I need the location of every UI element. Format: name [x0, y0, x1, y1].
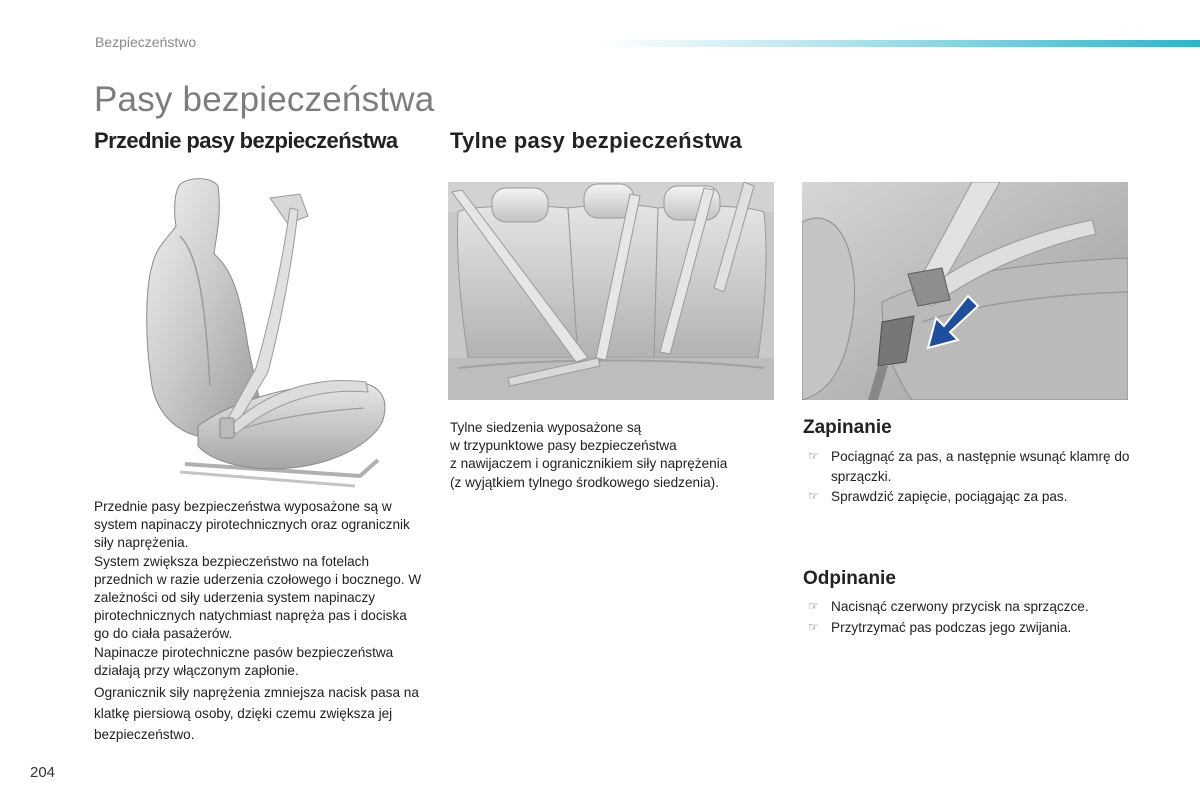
- list-item-text: Pociągnąć za pas, a następnie wsunąć klamrę do sprzączki.: [831, 449, 1130, 484]
- front-paragraph: Napinacze pirotechniczne pasów bezpieczeństwa działają przy włączonym zapłonie.: [94, 644, 394, 678]
- buckle-illustration: [802, 182, 1128, 400]
- pointing-hand-icon: ☞: [808, 619, 819, 634]
- list-item-text: Nacisnąć czerwony przycisk na sprzączce.: [831, 599, 1089, 614]
- pointing-hand-icon: ☞: [808, 599, 819, 613]
- rear-belts-description: [450, 419, 780, 492]
- rear-seat-illustration: [448, 182, 774, 400]
- list-item: [808, 487, 1148, 507]
- front-paragraph: System zwiększa bezpieczeństwo na fotelach przednich w razie uderzenia czołowego i bocznego. W zależności od siły uderzenia system napinaczy pirotechnicznych natychmiast napręża pas i dociska go do ciała pasażerów.: [94, 553, 422, 642]
- unfasten-steps: [808, 597, 1148, 638]
- page-title: Pasy bezpieczeństwa: [94, 80, 435, 119]
- insert-direction-arrow-icon: [922, 292, 982, 352]
- pointing-hand-icon: ☞: [808, 489, 819, 503]
- list-item: [808, 447, 1148, 486]
- fasten-steps: [808, 447, 1148, 508]
- list-item-text: Sprawdzić zapięcie, pociągając za pas.: [831, 489, 1068, 504]
- rear-line: z nawijaczem i ogranicznikiem siły naprężenia: [450, 456, 728, 472]
- rear-line: Tylne siedzenia wyposażone są: [450, 420, 642, 435]
- front-paragraph: Ogranicznik siły naprężenia zmniejsza nacisk pasa na klatkę piersiową osoby, dzięki czemu zwiększa jej bezpieczeństwo.: [94, 685, 419, 743]
- front-belts-description: [94, 498, 424, 745]
- rear-line: (z wyjątkiem tylnego środkowego siedzenia).: [450, 474, 719, 490]
- section-label: Bezpieczeństwo: [95, 34, 197, 50]
- header-accent-bar: [600, 40, 1200, 47]
- rear-line: w trzypunktowe pasy bezpieczeństwa: [450, 438, 677, 454]
- fasten-heading: Zapinanie: [803, 417, 892, 438]
- rear-belts-heading: Tylne pasy bezpieczeństwa: [450, 128, 742, 153]
- list-item: [808, 597, 1148, 617]
- list-item-text: Przytrzymać pas podczas jego zwijania.: [831, 619, 1072, 635]
- unfasten-heading: Odpinanie: [803, 568, 896, 589]
- list-item: [808, 618, 1148, 638]
- front-seat-illustration: [140, 176, 398, 496]
- front-belts-heading: Przednie pasy bezpieczeństwa: [94, 128, 398, 153]
- front-paragraph: Przednie pasy bezpieczeństwa wyposażone są w system napinaczy pirotechnicznych oraz ogranicznik siły naprężenia.: [94, 499, 410, 551]
- pointing-hand-icon: ☞: [808, 449, 819, 463]
- page-number: 204: [30, 764, 56, 781]
